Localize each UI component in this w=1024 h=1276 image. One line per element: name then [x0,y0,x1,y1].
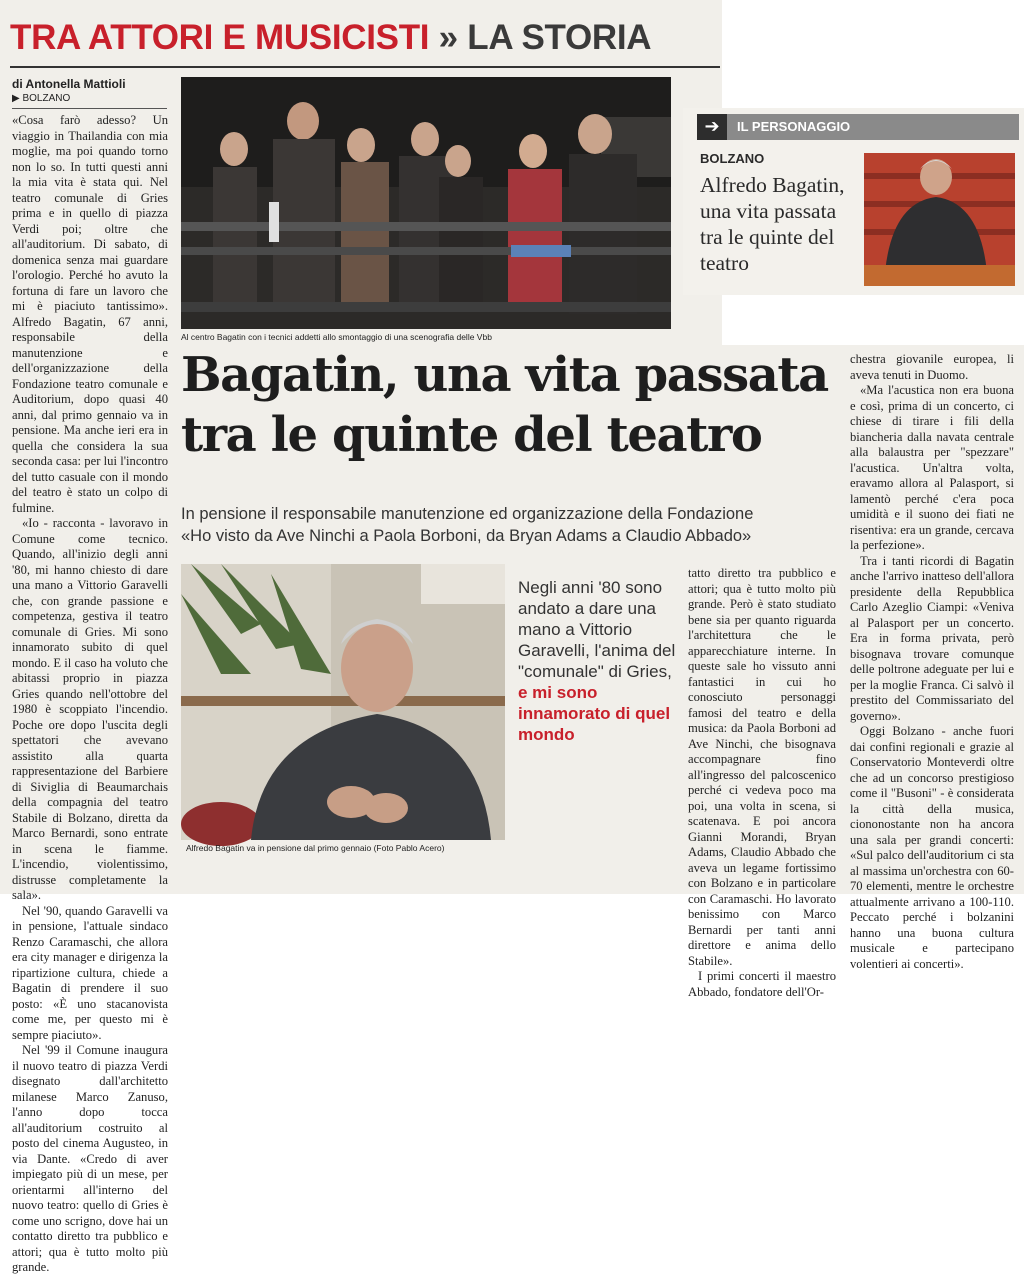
byline-author: di Antonella Mattioli [12,77,126,91]
kicker-arrows: » [438,18,458,57]
paragraph: tatto diretto tra pubblico e attori; qua è tutto molto più grande. Però è stato studiato bene sia per quanto riguarda l'architettura che le apparecchiature interne. In queste sale ho vissuto anni fantastici in cui ho conosciuto personaggi famosi del teatro e della musica: da Paola Borboni ad Ave Ninchi, che bisognava accompagnare fino all'ingresso del palcoscenico perché ci vedeva poco ma poi, una volta in scena, si scatenava. E poi ancora Gianni Morandi, Bryan Adams, Claudio Abbado che aveva un legame fortissimo con Bolzano e in particolare con Caramaschi. Ho lavorato benissimo con Marco Bernardi per tanti anni direttore e anima dello Stabile». [688,566,836,968]
sidebar-photo [864,153,1015,286]
paragraph: I primi concerti il maestro Abbado, fondatore dell'Or- [688,969,836,999]
paragraph: «Ma l'acustica non era buona e così, prima di un concerto, ci chiese di tirare i fili della biancheria dalla navata centrale alla balaustra per "spezzare" l'acustica. Un'altra volta, eravamo allora al Palasport, si lamentò perché c'era poca umidità e il suono dei fiati ne risentiva: era un grande, cercava la perfezione». [850,383,1014,552]
sidebar-title: Alfredo Bagatin, una vita passata tra le quinte del teatro [700,173,845,275]
paragraph: «Cosa farò adesso? Un viaggio in Thailandia con mia moglie, ma poi quando torno non lo so. In tutti questi anni la mia vita è stata qui. Nel teatro comunale di Gries prima e in quello di piazza Verdi poi; oltre che all'auditorium. Di sabato, di domenica senza mai guardare l'orologio. Perché ho avuto la fortuna di fare un lavoro che mi è piaciuto tantissimo». Alfredo Bagatin, 67 anni, responsabile della manutenzione e dell'organizzazione della Fondazione teatro comunale e Auditorium, dopo quasi 40 anni, dal primo gennaio va in pensione. Ma anche ieri era in quella che considera la sua seconda casa: per lui l'incontro del tutto casuale con il mondo del teatro è stato un colpo di fulmine. [12,113,168,515]
body-column-4 [850,352,1014,971]
kicker-red: TRA ATTORI E MUSICISTI [10,18,430,57]
paragraph: chestra giovanile europea, li aveva tenuti in Duomo. [850,352,1014,382]
kicker-section: LA STORIA [467,18,652,57]
pullquote [518,577,676,745]
arrow-right-icon: ➔ [697,114,727,140]
subhead-line-1: In pensione il responsabile manutenzione ed organizzazione della Fondazione [181,505,754,523]
paragraph: Tra i tanti ricordi di Bagatin anche l'arrivo inatteso dell'allora presidente della Repubblica Carlo Azeglio Ciampi: «Veniva al Palasport per un concerto. Era in forma privata, però bisognava trovare comunque delle poltrone adeguate per lui e per la moglie Franca. Ci salvò il prestito del Commissariato del governo». [850,553,1014,723]
byline-place-text: BOLZANO [22,93,71,104]
photo-crew-caption: Al centro Bagatin con i tecnici addetti allo smontaggio di una scenografia delle Vbb [181,332,492,342]
kicker-rule [10,66,720,68]
byline-place: ▶ BOLZANO [12,93,71,104]
pullquote-highlight: e mi sono innamorato di quel mondo [518,683,671,744]
sidebar-label-bar [697,114,1019,140]
sidebar-label: IL PERSONAGGIO [737,119,851,134]
paragraph: «Io - racconta - lavoravo in Comune come tecnico. Quando, all'inizio degli anni '80, mi hanno chiesto di dare una mano a Vittorio Garavelli che, con grande passione e competenza, gestiva il teatro comunale di Gries. Mi sono innamorato subito di quel mondo. E il caso ha voluto che abitassi proprio in piazza Gries quando nell'ottobre del 1980 è scoppiato l'incendio. Poche ore dopo l'uscita degli spettatori che avevano assistito alla quarta rappresentazione del Barbiere di Siviglia di Beaumarchais della compagnia del teatro Stabile di Bolzano, diretta da Marco Bernardi, sono entrate in scena le fiamme. L'incendio, violentissimo, distrusse completamente la sala». [12,516,168,902]
kicker [10,18,651,58]
subhead [181,503,841,547]
paragraph: Oggi Bolzano - anche fuori dai confini regionali e grazie al Conservatorio Monteverdi oltre che ad un concorso prestigioso come il "Busoni" - è considerata la città della musica, ciononostante non ha ancora una sala per grandi concerti: «Sul palco dell'auditorium ci sta al massima un'orchestra con 60-70 elementi, mentre le orchestre attualmente arrivano a 100-110. Peccato perché i bolzanini hanno una buona cultura musicale e partecipano volentieri ai concerti». [850,724,1014,971]
byline-rule [12,108,167,109]
sidebar-place: BOLZANO [700,151,765,166]
photo-portrait [181,564,505,840]
paragraph: Nel '99 il Comune inaugura il nuovo teatro di piazza Verdi disegnato dall'architetto milanese Marco Zanuso, l'anno dopo tocca all'auditorium costruito al posto del cinema Augusteo, in via Dante. «Credo di aver impiegato più di un mese, per orientarmi all'interno del nuovo teatro: quello di Gries è come uno scrigno, dove hai un contatto diretto tra pubblico e attori; qua è tutto molto più grande. [12,1043,168,1274]
body-column-1 [12,113,168,1274]
photo-portrait-caption: Alfredo Bagatin va in pensione dal primo gennaio (Foto Pablo Acero) [186,843,445,853]
photo-crew [181,77,671,329]
body-column-3 [688,566,836,999]
headline [181,345,841,465]
subhead-line-2: «Ho visto da Ave Ninchi a Paola Borboni, da Bryan Adams a Claudio Abbado» [181,527,752,545]
headline-line-2: tra le quinte del teatro [181,407,762,463]
headline-line-1: Bagatin, una vita passata [181,347,828,403]
pullquote-text: Negli anni '80 sono andato a dare una mano a Vittorio Garavelli, l'anima del "comunale" di Gries, [518,578,676,681]
paragraph: Nel '90, quando Garavelli va in pensione, l'attuale sindaco Renzo Caramaschi, che allora era city manager e dirigenza la ripartizione cultura, chiede a Bagatin di prendere il suo posto: «È uno stacanovista come me, per questo mi è sempre piaciuto». [12,903,168,1042]
